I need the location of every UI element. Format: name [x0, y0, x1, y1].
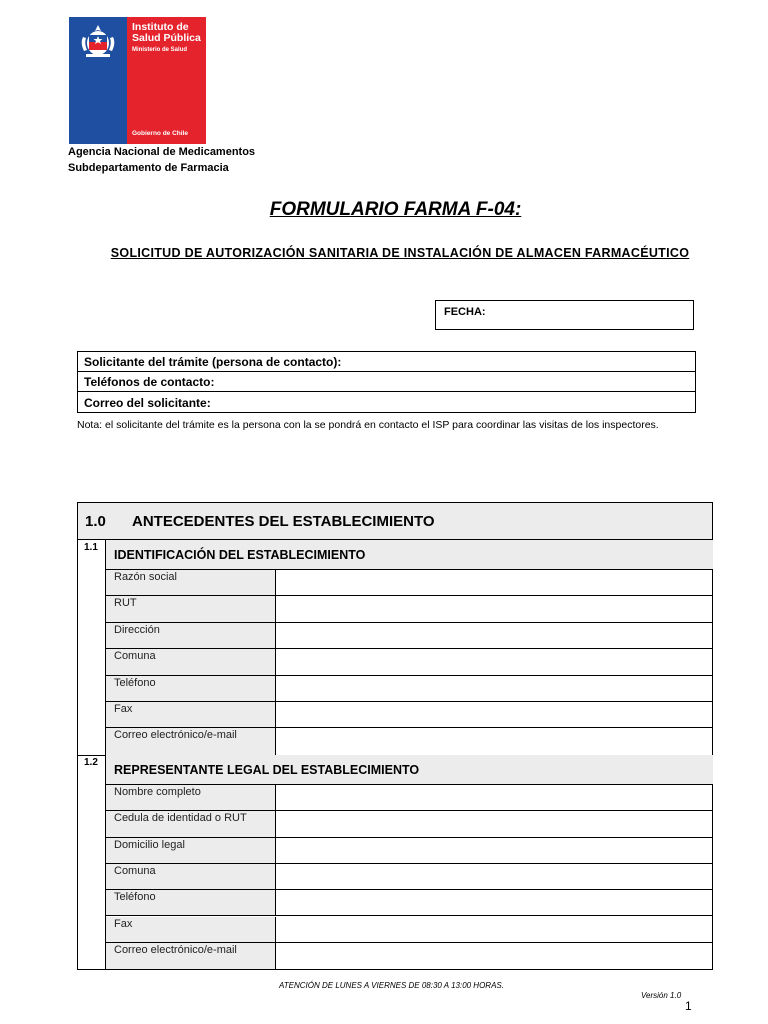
representative-field-label: Domicilio legal [106, 838, 276, 863]
establishment-section [77, 502, 713, 970]
contact-email-field[interactable]: Correo del solicitante: [84, 396, 211, 410]
establishment-field-input[interactable] [276, 596, 713, 621]
establishment-row [106, 728, 713, 754]
logo-text-government: Gobierno de Chile [132, 130, 188, 137]
page-number: 1 [685, 999, 692, 1013]
representative-field-label: Fax [106, 917, 276, 942]
representative-row [106, 890, 713, 916]
representative-field-input[interactable] [276, 864, 713, 889]
representative-field-input[interactable] [276, 811, 713, 836]
establishment-field-input[interactable] [276, 728, 713, 754]
form-title: FORMULARIO FARMA F-04: [269, 199, 522, 220]
establishment-row [106, 676, 713, 702]
establishment-field-input[interactable] [276, 570, 713, 595]
establishment-field-label: Dirección [106, 623, 276, 648]
isp-logo [69, 17, 206, 144]
contact-requester-field[interactable]: Solicitante del trámite (persona de contacto): [78, 352, 695, 372]
representative-field-label: Cedula de identidad o RUT [106, 811, 276, 836]
representative-field-input[interactable] [276, 785, 713, 810]
subsection-number-1-2: 1.2 [78, 755, 106, 969]
requester-note: Nota: el solicitante del trámite es la persona con la se pondrá en contacto el ISP para coordinar las visitas de los inspectores. [77, 419, 659, 431]
representative-field-input[interactable] [276, 838, 713, 863]
contact-table [77, 351, 696, 413]
agency-name: Agencia Nacional de Medicamentos [68, 146, 256, 158]
establishment-row [106, 649, 713, 675]
section-header [78, 503, 712, 540]
section-title: ANTECEDENTES DEL ESTABLECIMIENTO [132, 513, 435, 530]
establishment-field-label: Comuna [106, 649, 276, 674]
logo-red-panel [127, 17, 206, 144]
version-label: Versión 1.0 [641, 991, 682, 1000]
logo-blue-panel [69, 17, 127, 144]
date-field[interactable] [435, 300, 694, 330]
establishment-field-input[interactable] [276, 676, 713, 701]
representative-row [106, 838, 713, 864]
establishment-row [106, 623, 713, 649]
representative-field-label: Correo electrónico/e-mail [106, 943, 276, 969]
establishment-field-label: RUT [106, 596, 276, 621]
subsection-title-1-1: IDENTIFICACIÓN DEL ESTABLECIMIENTO [106, 540, 713, 570]
subdepartment-name: Subdepartamento de Farmacia [68, 162, 229, 174]
establishment-field-label: Fax [106, 702, 276, 727]
representative-row [106, 917, 713, 943]
establishment-field-input[interactable] [276, 649, 713, 674]
representative-field-label: Teléfono [106, 890, 276, 915]
representative-field-label: Nombre completo [106, 785, 276, 810]
establishment-field-label: Razón social [106, 570, 276, 595]
subsection-title-1-2: REPRESENTANTE LEGAL DEL ESTABLECIMIENTO [106, 755, 713, 785]
establishment-row [106, 702, 713, 728]
establishment-field-input[interactable] [276, 623, 713, 648]
subsection-number-1-1: 1.1 [78, 540, 106, 755]
form-subtitle: SOLICITUD DE AUTORIZACIÓN SANITARIA DE INSTALACIÓN DE ALMACEN FARMACÉUTICO [110, 246, 690, 260]
logo-text-line1: Instituto de [132, 21, 189, 33]
establishment-field-label: Teléfono [106, 676, 276, 701]
establishment-field-input[interactable] [276, 702, 713, 727]
contact-phones-field[interactable]: Teléfonos de contacto: [78, 372, 695, 392]
representative-field-label: Comuna [106, 864, 276, 889]
section-number: 1.0 [85, 513, 106, 530]
representative-row [106, 943, 713, 969]
representative-row [106, 811, 713, 837]
representative-field-input[interactable] [276, 917, 713, 942]
representative-field-input[interactable] [276, 890, 713, 915]
logo-text-ministry: Ministerio de Salud [132, 47, 188, 53]
establishment-field-label: Correo electrónico/e-mail [106, 728, 276, 754]
chile-coat-of-arms-icon [78, 23, 118, 61]
establishment-row [106, 596, 713, 622]
representative-field-input[interactable] [276, 943, 713, 969]
logo-text-line2: Salud Pública [132, 32, 201, 44]
date-label: FECHA: [444, 306, 486, 318]
representative-row [106, 785, 713, 811]
representative-row [106, 864, 713, 890]
establishment-row [106, 570, 713, 596]
office-hours: ATENCIÓN DE LUNES A VIERNES DE 08:30 A 13:00 HORAS. [279, 981, 504, 990]
